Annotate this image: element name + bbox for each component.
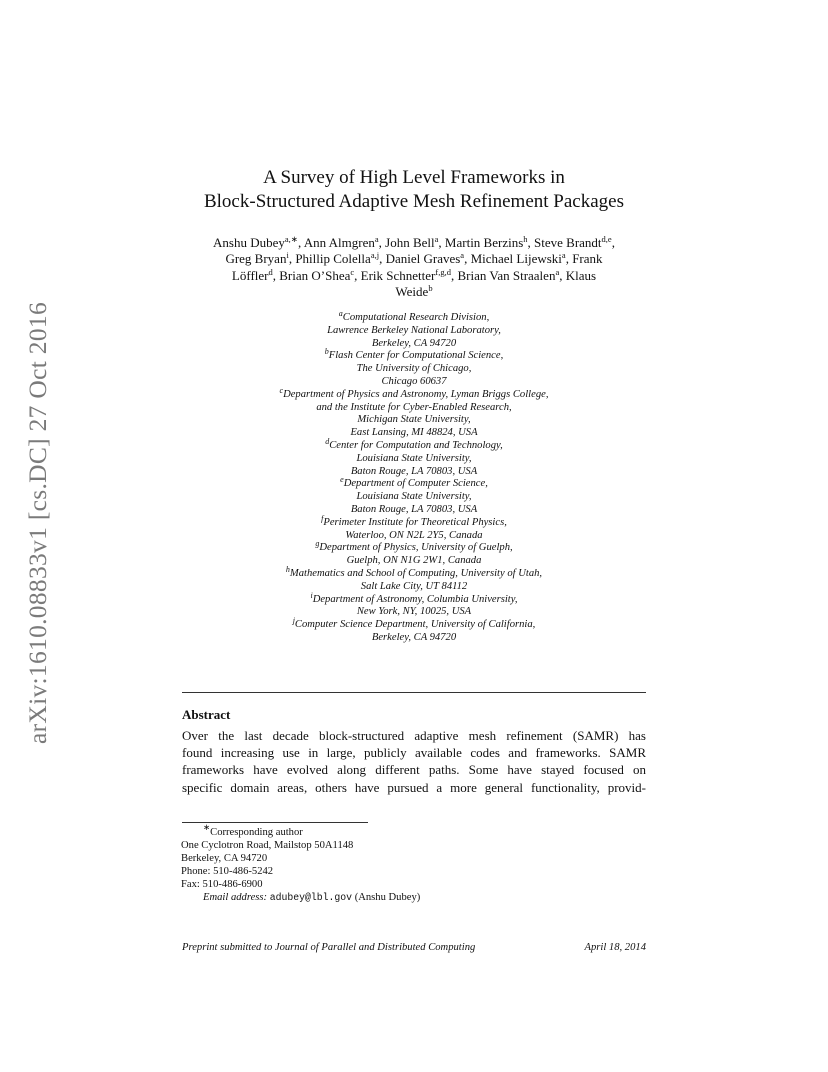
abstract-line: frameworks have evolved along different paths. Some have stayed focused on bbox=[182, 762, 646, 778]
author-name-part: Klaus bbox=[565, 267, 597, 283]
author-line-3: Löffler$^d$, Brian O’Shea$^c$, Erik Schnetter$^{f,g,d}$, Brian Van Straalen$^a$, Klaus bbox=[231, 266, 597, 283]
author-name-part: Löffler bbox=[231, 267, 269, 283]
affil-text: Perimeter Institute for Theoretical Physics, bbox=[323, 516, 507, 528]
affiliation-h bbox=[214, 564, 614, 594]
affiliation-e bbox=[214, 475, 614, 516]
footnote-address-2: Berkeley, CA 94720 bbox=[181, 853, 268, 865]
affil-line bbox=[214, 347, 614, 363]
author-name-part: Frank bbox=[572, 251, 603, 267]
author-affil-mark: a,j bbox=[370, 250, 380, 261]
affil-text: Flash Center for Computational Science, bbox=[328, 350, 504, 362]
affiliation-a bbox=[214, 309, 614, 350]
author-name: Ann Almgren bbox=[303, 235, 375, 250]
affiliation-f bbox=[214, 513, 614, 543]
affiliation-g bbox=[214, 539, 614, 568]
affil-line bbox=[214, 590, 614, 607]
author-affil-mark: a bbox=[460, 250, 465, 261]
footnote bbox=[181, 822, 645, 905]
affil-mark: b bbox=[324, 347, 329, 357]
affil-text: Center for Computation and Technology, bbox=[329, 439, 503, 451]
email-link[interactable]: adubey@lbl.gov bbox=[269, 892, 353, 904]
affil-line: Guelph, ON N1G 2W1, Canada bbox=[346, 555, 482, 567]
affil-line bbox=[214, 309, 614, 325]
author-name: Erik Schnetter bbox=[360, 267, 436, 283]
affil-line: and the Institute for Cyber-Enabled Research, bbox=[316, 401, 512, 413]
author-list bbox=[168, 235, 660, 301]
affil-line: The University of Chicago, bbox=[356, 363, 472, 375]
author-affil-mark: d,e bbox=[601, 234, 612, 244]
author-name: Greg Bryan bbox=[225, 251, 287, 267]
preprint-line bbox=[182, 942, 646, 953]
affil-line: Baton Rouge, LA 70803, USA bbox=[350, 465, 478, 477]
footnote-fax: Fax: 510-486-6900 bbox=[181, 879, 263, 891]
affiliation-list bbox=[214, 309, 614, 645]
affil-line: New York, NY, 10025, USA bbox=[356, 606, 472, 618]
affil-line: Louisiana State University, bbox=[356, 491, 472, 503]
affil-line bbox=[214, 475, 614, 491]
email-label: Email address: bbox=[203, 892, 268, 904]
affil-line: Waterloo, ON N2L 2Y5, Canada bbox=[345, 529, 483, 541]
affil-mark: a bbox=[338, 309, 343, 318]
paper-title bbox=[150, 166, 678, 213]
affil-line: Baton Rouge, LA 70803, USA bbox=[350, 503, 478, 515]
author-line-4 bbox=[168, 284, 660, 300]
affil-mark: f bbox=[321, 513, 324, 523]
affil-mark: g bbox=[315, 539, 320, 549]
affil-text: Mathematics and School of Computing, University of Utah, bbox=[289, 567, 543, 579]
author-affil-mark: a,∗ bbox=[284, 234, 298, 244]
abstract-body bbox=[182, 727, 646, 796]
affiliation-c bbox=[214, 385, 614, 440]
author-affil-mark: f,g,d bbox=[435, 266, 451, 277]
author-line-1: Anshu Dubey$^{a,∗}$, Ann Almgren$^a$, John Bell$^a$, Martin Berzins$^h$, Steve Brandt$^{d,e}$, bbox=[213, 234, 615, 250]
author-name: Martin Berzins bbox=[444, 235, 524, 250]
author-affil-mark: h bbox=[523, 234, 528, 244]
preprint-venue: Preprint submitted to Journal of Parallel and Distributed Computing bbox=[182, 942, 476, 953]
affil-line: Berkeley, CA 94720 bbox=[371, 631, 457, 643]
affil-text: Computer Science Department, University of California, bbox=[294, 619, 536, 631]
affiliation-b bbox=[214, 347, 614, 388]
affil-line: Lawrence Berkeley National Laboratory, bbox=[327, 324, 501, 336]
footnote-label: Corresponding author bbox=[210, 827, 303, 838]
author-affil-mark: a bbox=[561, 250, 566, 261]
abstract-line: specific domain areas, others have pursued a more general functionality, provid- bbox=[182, 779, 646, 795]
affil-line: Michigan State University, bbox=[357, 414, 471, 426]
affil-mark: d bbox=[325, 436, 330, 446]
footnote-address-1: One Cyclotron Road, Mailstop 50A1148 bbox=[181, 840, 354, 852]
affil-text: Department of Astronomy, Columbia University, bbox=[312, 593, 518, 605]
author-name: Brian Van Straalen bbox=[457, 267, 556, 283]
author-affil-mark: d bbox=[268, 266, 273, 277]
affiliation-i bbox=[214, 590, 614, 620]
affil-line bbox=[214, 564, 614, 581]
author-name: Anshu Dubey bbox=[213, 235, 285, 250]
affil-line bbox=[214, 385, 614, 402]
title-line-1: A Survey of High Level Frameworks in bbox=[263, 167, 565, 188]
author-name: Phillip Colella bbox=[295, 251, 371, 267]
affiliation-j bbox=[214, 616, 614, 645]
title-line-2: Block-Structured Adaptive Mesh Refinement Packages bbox=[203, 190, 624, 212]
author-name: Brian O’Shea bbox=[279, 267, 351, 283]
affil-line: Louisiana State University, bbox=[356, 452, 472, 464]
affil-line: Berkeley, CA 94720 bbox=[371, 337, 457, 349]
affil-mark: h bbox=[285, 564, 290, 574]
email-owner: (Anshu Dubey) bbox=[354, 892, 421, 904]
footnote-email bbox=[181, 891, 645, 904]
author-line-2: Greg Bryan$^i$, Phillip Colella$^{a,j}$, Daniel Graves$^a$, Michael Lijewski$^a$, Frank bbox=[225, 250, 603, 267]
abstract-line: found increasing use in large, publicly available codes and frameworks. SAMR bbox=[182, 745, 646, 761]
affil-line bbox=[214, 436, 614, 453]
abstract-line: Over the last decade block-structured adaptive mesh refinement (SAMR) has bbox=[182, 728, 646, 743]
arxiv-identifier-stamp bbox=[20, 288, 56, 758]
affil-text: Department of Physics and Astronomy, Lyman Briggs College, bbox=[283, 388, 549, 400]
affil-line: Chicago 60637 bbox=[381, 375, 447, 387]
preprint-date: April 18, 2014 bbox=[584, 942, 646, 953]
affil-line bbox=[214, 616, 614, 632]
author-affil-mark: a bbox=[374, 234, 379, 244]
author-name: John Bell bbox=[385, 235, 435, 250]
affil-mark: e bbox=[340, 475, 344, 485]
author-affil-mark: a bbox=[555, 266, 560, 277]
footnote-phone: Phone: 510-486-5242 bbox=[181, 866, 274, 878]
author-name-part: Weide bbox=[395, 284, 429, 300]
abstract-heading: Abstract bbox=[182, 707, 231, 722]
affil-mark: i bbox=[310, 590, 313, 600]
arxiv-stamp-text: arXiv:1610.08833v1 [cs.DC] 27 Oct 2016 bbox=[23, 301, 53, 745]
affil-mark: j bbox=[292, 616, 295, 626]
affil-text: Computational Research Division, bbox=[342, 312, 490, 323]
footnote-mark: ∗ bbox=[203, 822, 211, 832]
affil-line bbox=[214, 513, 614, 530]
affil-text: Department of Computer Science, bbox=[343, 478, 488, 490]
affil-line: Salt Lake City, UT 84112 bbox=[360, 580, 468, 592]
affil-line bbox=[214, 539, 614, 555]
affil-line: East Lansing, MI 48824, USA bbox=[350, 427, 478, 439]
footnote-corresponding bbox=[181, 822, 645, 839]
author-affil-mark: b bbox=[428, 283, 433, 294]
author-name: Steve Brandt bbox=[534, 235, 602, 250]
abstract-top-rule bbox=[182, 692, 646, 693]
author-name: Daniel Graves bbox=[385, 251, 461, 267]
affil-mark: c bbox=[279, 385, 284, 395]
author-name: Michael Lijewski bbox=[470, 251, 562, 267]
author-affil-mark: i bbox=[286, 250, 289, 261]
affil-text: Department of Physics, University of Guelph, bbox=[319, 542, 513, 554]
author-affil-mark: a bbox=[434, 234, 439, 244]
author-affil-mark: c bbox=[350, 266, 355, 277]
affiliation-d bbox=[214, 436, 614, 478]
